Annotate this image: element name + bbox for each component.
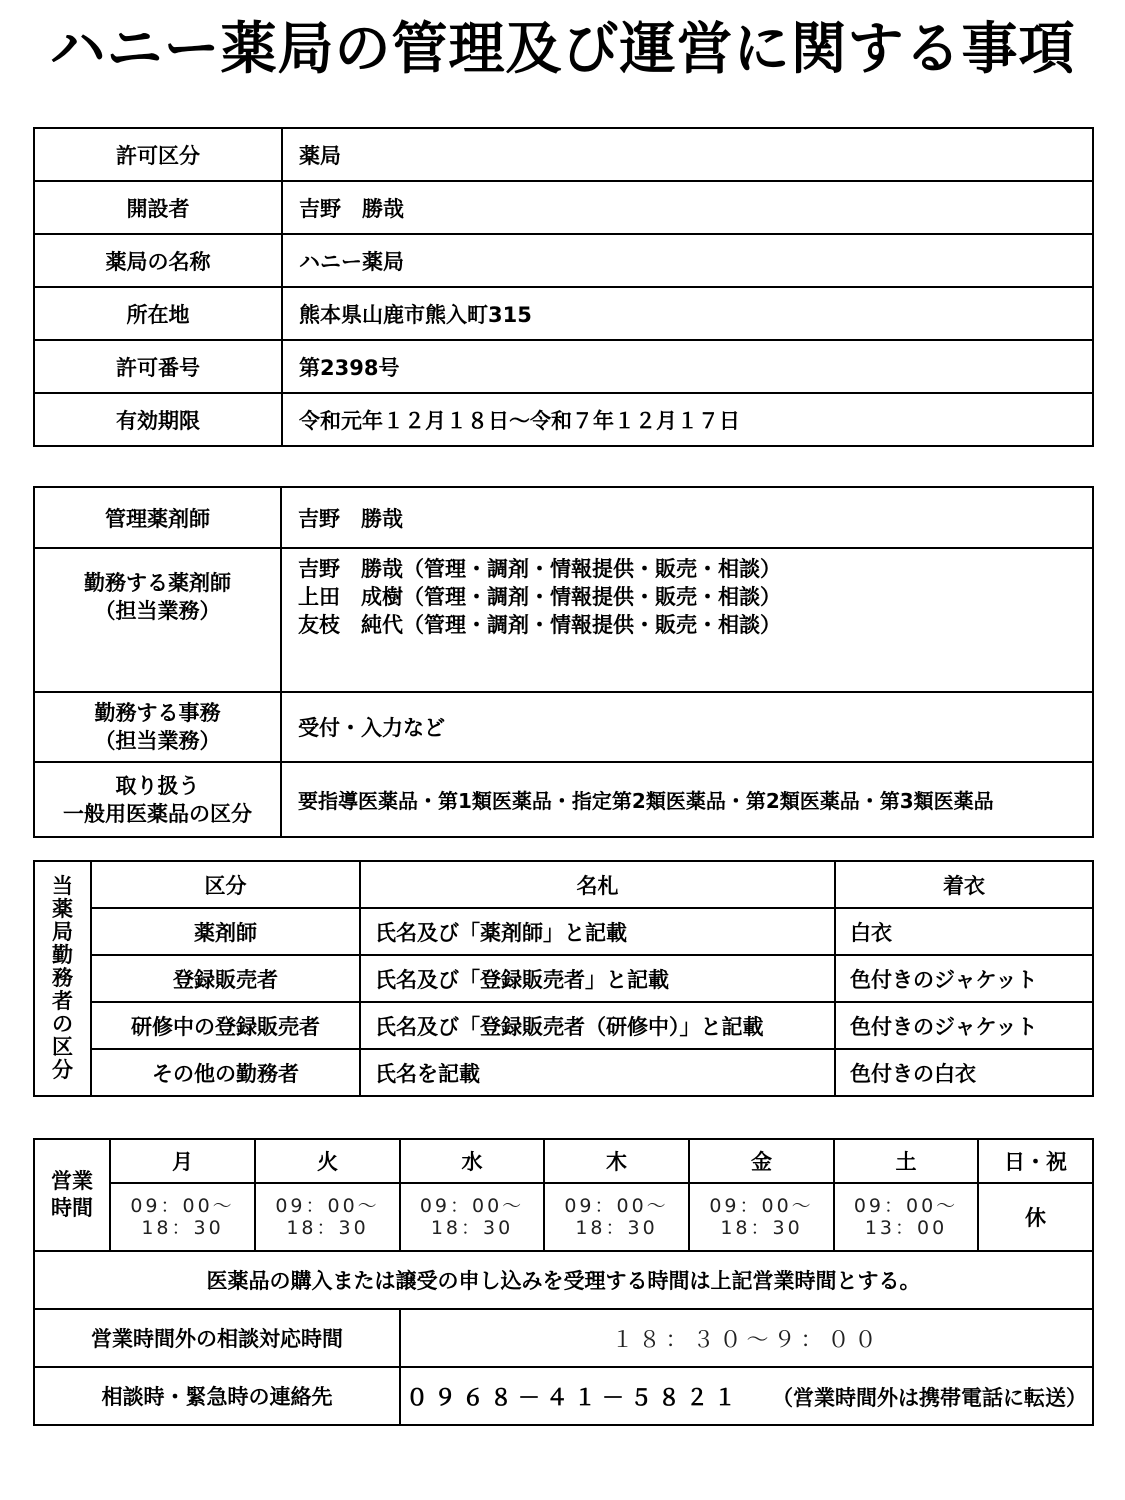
header-clothing: 着衣 bbox=[835, 861, 1093, 908]
table-row bbox=[34, 393, 1093, 446]
table-header-row bbox=[34, 1139, 1093, 1183]
nametag-cell: 氏名を記載 bbox=[360, 1049, 835, 1096]
after-hours-value: １８：３０～９：００ bbox=[400, 1309, 1093, 1367]
category-cell: 研修中の登録販売者 bbox=[91, 1002, 360, 1049]
table-row bbox=[34, 181, 1093, 234]
pharmacy-name-value: ハニー薬局 bbox=[282, 234, 1093, 287]
hours-sun-holiday: 休 bbox=[978, 1183, 1093, 1251]
manager-label: 管理薬剤師 bbox=[34, 487, 281, 548]
pharmacists-list bbox=[281, 548, 1093, 692]
clothing-cell: 色付きのジャケット bbox=[835, 1002, 1093, 1049]
pharmacists-label bbox=[34, 548, 281, 692]
pharmacists-label-line-2: （担当業務） bbox=[94, 599, 221, 623]
hours-wed: 09：00～ 18：30 bbox=[400, 1183, 544, 1251]
hours-thu: 09：00～ 18：30 bbox=[544, 1183, 689, 1251]
pharmacy-name-label: 薬局の名称 bbox=[34, 234, 282, 287]
contact-value bbox=[400, 1367, 1093, 1425]
purchase-note: 医薬品の購入または譲受の申し込みを受理する時間は上記営業時間とする。 bbox=[34, 1251, 1093, 1309]
expiry-label: 有効期限 bbox=[34, 393, 282, 446]
category-cell: その他の勤務者 bbox=[91, 1049, 360, 1096]
table-row bbox=[34, 1002, 1093, 1049]
day-tue: 火 bbox=[255, 1139, 400, 1183]
table-header-row bbox=[34, 861, 1093, 908]
table-row bbox=[34, 762, 1093, 837]
manager-value: 吉野 勝哉 bbox=[281, 487, 1093, 548]
table-row bbox=[34, 1309, 1093, 1367]
clothing-cell: 白衣 bbox=[835, 908, 1093, 955]
clerks-label-line-2: （担当業務） bbox=[94, 729, 221, 753]
hours-sat: 09：00～ 13：00 bbox=[834, 1183, 978, 1251]
day-wed: 水 bbox=[400, 1139, 544, 1183]
founder-label: 開設者 bbox=[34, 181, 282, 234]
list-item: 上田 成樹（管理・調剤・情報提供・販売・相談） bbox=[298, 585, 781, 609]
table-row bbox=[34, 1367, 1093, 1425]
address-label: 所在地 bbox=[34, 287, 282, 340]
table-row bbox=[34, 548, 1093, 692]
clerks-label bbox=[34, 692, 281, 762]
table-row bbox=[34, 955, 1093, 1002]
contact-note: （営業時間外は携帯電話に転送） bbox=[772, 1385, 1087, 1410]
header-nametag: 名札 bbox=[360, 861, 835, 908]
contact-label: 相談時・緊急時の連絡先 bbox=[34, 1367, 400, 1425]
day-sun-holiday: 日・祝 bbox=[978, 1139, 1093, 1183]
table-row bbox=[34, 1251, 1093, 1309]
list-item: 友枝 純代（管理・調剤・情報提供・販売・相談） bbox=[298, 613, 781, 637]
license-category-value: 薬局 bbox=[282, 128, 1093, 181]
table-row bbox=[34, 234, 1093, 287]
otc-value: 要指導医薬品・第1類医薬品・指定第2類医薬品・第2類医薬品・第3類医薬品 bbox=[281, 762, 1093, 837]
clerks-label-line-1: 勤務する事務 bbox=[94, 701, 221, 725]
license-info-table bbox=[33, 127, 1094, 447]
table-row bbox=[34, 487, 1093, 548]
header-category: 区分 bbox=[91, 861, 360, 908]
otc-label bbox=[34, 762, 281, 837]
clothing-cell: 色付きのジャケット bbox=[835, 955, 1093, 1002]
day-thu: 木 bbox=[544, 1139, 689, 1183]
list-item: 吉野 勝哉（管理・調剤・情報提供・販売・相談） bbox=[298, 557, 781, 581]
table-row bbox=[34, 128, 1093, 181]
founder-value: 吉野 勝哉 bbox=[282, 181, 1093, 234]
day-fri: 金 bbox=[689, 1139, 834, 1183]
hours-tue: 09：00～ 18：30 bbox=[255, 1183, 400, 1251]
clerks-value: 受付・入力など bbox=[281, 692, 1093, 762]
table-row bbox=[34, 692, 1093, 762]
license-category-label: 許可区分 bbox=[34, 128, 282, 181]
otc-label-line-1: 取り扱う bbox=[115, 773, 200, 798]
category-cell: 登録販売者 bbox=[91, 955, 360, 1002]
expiry-value: 令和元年１２月１８日～令和７年１２月１７日 bbox=[282, 393, 1093, 446]
dress-code-table bbox=[33, 860, 1094, 1097]
table-row bbox=[34, 340, 1093, 393]
pharmacists-label-line-1: 勤務する薬剤師 bbox=[84, 571, 231, 595]
otc-label-line-2: 一般用医薬品の区分 bbox=[63, 801, 252, 826]
category-cell: 薬剤師 bbox=[91, 908, 360, 955]
clothing-cell: 色付きの白衣 bbox=[835, 1049, 1093, 1096]
table-row bbox=[34, 908, 1093, 955]
day-sat: 土 bbox=[834, 1139, 978, 1183]
license-number-value: 第2398号 bbox=[282, 340, 1093, 393]
after-hours-label: 営業時間外の相談対応時間 bbox=[34, 1309, 400, 1367]
table-row bbox=[34, 1049, 1093, 1096]
hours-fri: 09：00～ 18：30 bbox=[689, 1183, 834, 1251]
contact-phone: ０９６８－４１－５８２１ bbox=[405, 1385, 742, 1411]
hours-label: 営業 時間 bbox=[34, 1139, 110, 1251]
nametag-cell: 氏名及び「薬剤師」と記載 bbox=[360, 908, 835, 955]
page-title: ハニー薬局の管理及び運営に関する事項 bbox=[49, 17, 1076, 82]
table-row bbox=[34, 1183, 1093, 1251]
day-mon: 月 bbox=[110, 1139, 255, 1183]
business-hours-table bbox=[33, 1138, 1094, 1426]
nametag-cell: 氏名及び「登録販売者（研修中）」と記載 bbox=[360, 1002, 835, 1049]
nametag-cell: 氏名及び「登録販売者」と記載 bbox=[360, 955, 835, 1002]
hours-mon: 09：00～ 18：30 bbox=[110, 1183, 255, 1251]
table-row bbox=[34, 287, 1093, 340]
license-number-label: 許可番号 bbox=[34, 340, 282, 393]
staff-category-side-label: 当 薬 局 勤 務 者 の 区 分 bbox=[34, 861, 91, 1096]
staff-table bbox=[33, 486, 1094, 838]
address-value: 熊本県山鹿市熊入町315 bbox=[282, 287, 1093, 340]
